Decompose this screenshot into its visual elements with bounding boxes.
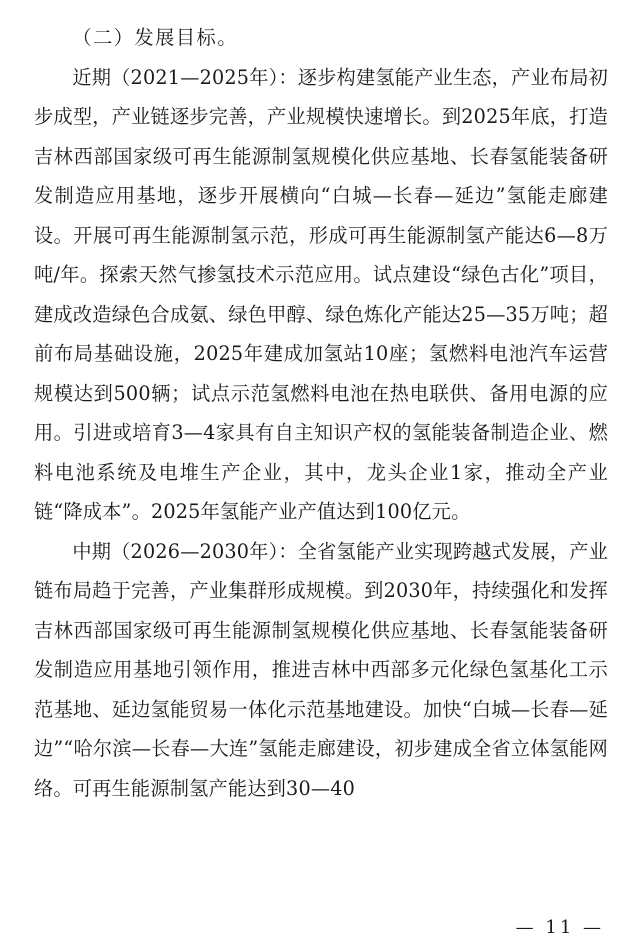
paragraph-near-term: 近期（2021—2025年）：逐步构建氢能产业生态，产业布局初步成型，产业链逐步完善，产业规模快速增长。到2025年底，打造吉林西部国家级可再生能源制氢规模化供应基地、长春氢能装备研发制造应用基地，逐步开展横向“白城—长春—延边”氢能走廊建设。开展可再生能源制氢示范，形成可再生能源制氢产能达6—8万吨/年。探索天然气掺氢技术示范应用。试点建设“绿色古化”项目，建成改造绿色合成氨、绿色甲醇、绿色炼化产能达25—35万吨；超前布局基础设施，2025年建成加氢站10座；氢燃料电池汽车运营规模达到500辆；试点示范氢燃料电池在热电联供、备用电源的应用。引进或培育3—4家具有自主知识产权的氢能装备制造企业、燃料电池系统及电堆生产企业，其中，龙头企业1家，推动全产业链“降成本”。2025年氢能产业产值达到100亿元。 xyxy=(34,65,608,523)
page-number: — 11 — xyxy=(515,917,604,938)
document-body xyxy=(34,18,608,808)
section-heading: （二）发展目标。 xyxy=(72,26,238,49)
paragraph-mid-term: 中期（2026—2030年）：全省氢能产业实现跨越式发展，产业链布局趋于完善，产业集群形成规模。到2030年，持续强化和发挥吉林西部国家级可再生能源制氢规模化供应基地、长春氢能装备研发制造应用基地引领作用，推进吉林中西部多元化绿色氢基化工示范基地、延边氢能贸易一体化示范基地建设。加快“白城—长春—延边”“哈尔滨—长春—大连”氢能走廊建设，初步建成全省立体氢能网络。可再生能源制氢产能达到30—40 xyxy=(34,539,608,800)
